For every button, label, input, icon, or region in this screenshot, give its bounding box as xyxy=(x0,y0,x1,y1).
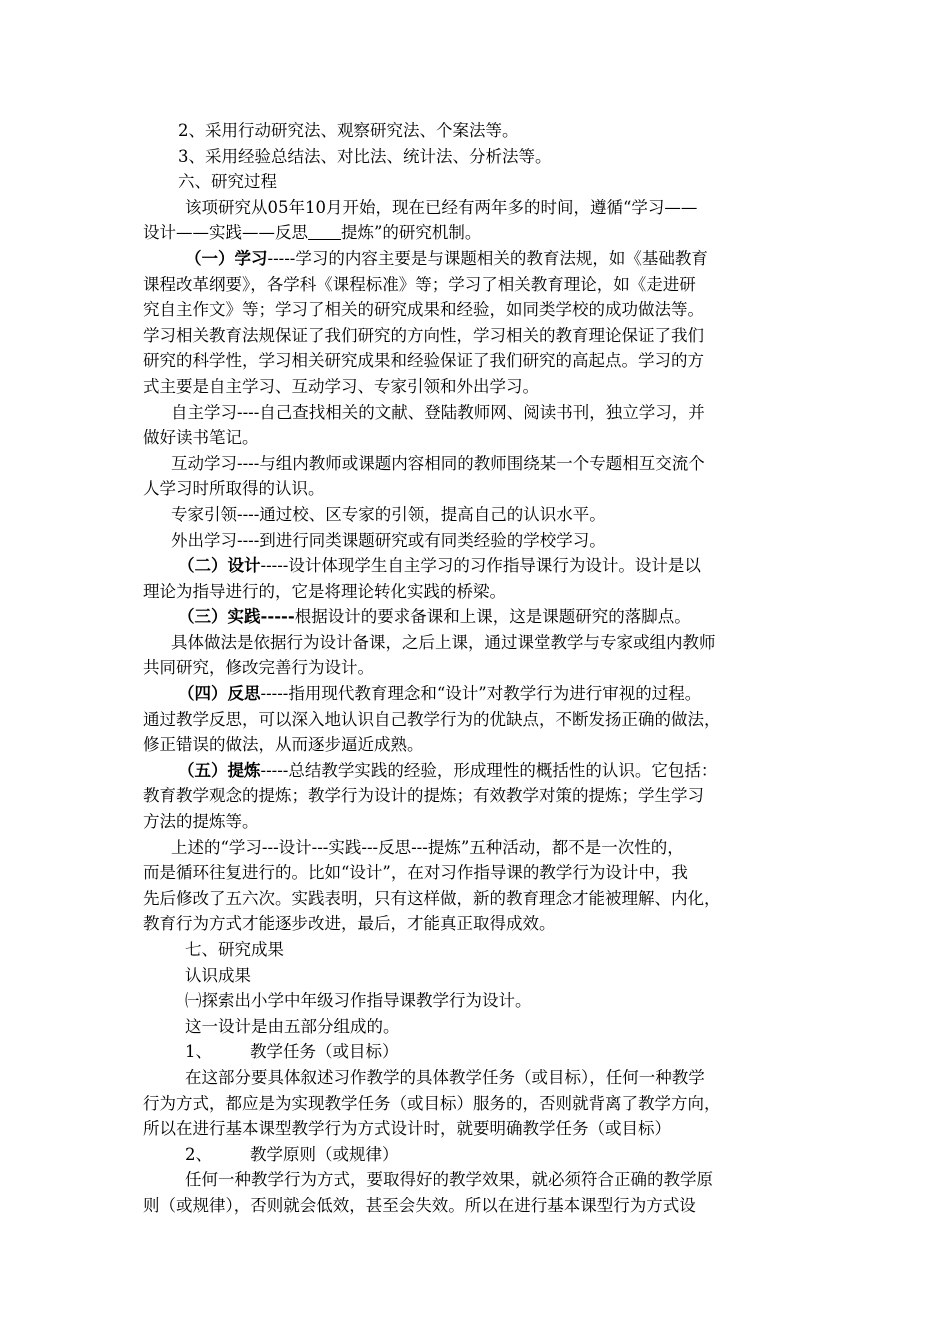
paragraph-line: 共同研究，修改完善行为设计。 xyxy=(143,658,374,678)
paragraph-line: 教育教学观念的提炼；教学行为设计的提炼；有效教学对策的提炼；学生学习 xyxy=(143,786,704,806)
paragraph-line: 人学习时所取得的认识。 xyxy=(143,479,325,499)
paragraph-line: 修正错误的做法，从而逐步逼近成熟。 xyxy=(143,735,424,755)
subheading-design: （二）设计 xyxy=(178,556,261,576)
paragraph-line: （五）提炼-----总结教学实践的经验，形成理性的概括性的认识。它包括： xyxy=(178,760,718,780)
paragraph-line: 做好读书笔记。 xyxy=(143,428,259,448)
paragraph-line: 设计——实践——反思 提炼”的研究机制。 xyxy=(143,223,482,243)
paragraph-line: 上述的“学习---设计---实践---反思---提炼”五种活动，都不是一次性的， xyxy=(171,837,684,857)
subheading-study: （一）学习 xyxy=(185,248,268,268)
document-page xyxy=(143,118,813,1219)
paragraph-line: 究自主作文》等；学习了相关的研究成果和经验，如同类学校的成功做法等。 xyxy=(143,300,704,320)
underline-blank xyxy=(308,223,341,242)
paragraph-line: 式主要是自主学习、互动学习、专家引领和外出学习。 xyxy=(143,376,539,396)
subheading-reflect: （四）反思 xyxy=(178,684,261,704)
paragraph-line: 课程改革纲要》，各学科《课程标准》等；学习了相关教育理论，如《走进研 xyxy=(143,274,696,294)
paragraph-line: ㈠探索出小学中年级习作指导课教学行为设计。 xyxy=(185,991,532,1011)
paragraph-line: 该项研究从05年10月开始，现在已经有两年多的时间，遵循“学习—— xyxy=(185,197,698,217)
paragraph-line: 这一设计是由五部分组成的。 xyxy=(185,1016,400,1036)
paragraph-line: 教育行为方式才能逐步改进，最后，才能真正取得成效。 xyxy=(143,914,556,934)
paragraph-line: 方法的提炼等。 xyxy=(143,812,259,832)
paragraph-line: （二）设计-----设计体现学生自主学习的习作指导课行为设计。设计是以 xyxy=(178,556,701,576)
subheading-refine: （五）提炼 xyxy=(178,760,261,780)
paragraph-line: 则（或规律），否则就会低效，甚至会失效。所以在进行基本课型行为方式设 xyxy=(143,1195,696,1215)
paragraph-line: 而是循环往复进行的。比如“设计”，在对习作指导课的教学行为设计中，我 xyxy=(143,863,688,883)
section-heading: 七、研究成果 xyxy=(185,940,284,959)
paragraph-line: 互动学习----与组内教师或课题内容相同的教师围绕某一个专题相互交流个 xyxy=(171,453,705,473)
paragraph-line: 所以在进行基本课型教学行为方式设计时，就要明确教学任务（或目标） xyxy=(143,1119,671,1139)
paragraph-line: 任何一种教学行为方式，要取得好的教学效果，就必须符合正确的教学原 xyxy=(185,1170,713,1190)
paragraph-line: （一）学习-----学习的内容主要是与课题相关的教育法规，如《基础教育 xyxy=(185,248,708,268)
paragraph-line: 3、采用经验总结法、对比法、统计法、分析法等。 xyxy=(178,146,552,166)
paragraph-line: 专家引领----通过校、区专家的引领，提高自己的认识水平。 xyxy=(171,504,606,524)
paragraph-line: 2、采用行动研究法、观察研究法、个案法等。 xyxy=(178,121,519,140)
paragraph-line: 学习相关教育法规保证了我们研究的方向性，学习相关的教育理论保证了我们 xyxy=(143,325,704,345)
paragraph-line: 在这部分要具体叙述习作教学的具体教学任务（或目标），任何一种教学 xyxy=(185,1067,705,1087)
paragraph-line: 具体做法是依据行为设计备课，之后上课，通过课堂教学与专家或组内教师 xyxy=(171,632,716,652)
numbered-heading: 1、 教学任务（或目标） xyxy=(185,1042,399,1062)
paragraph-line: 通过教学反思，可以深入地认识自己教学行为的优缺点，不断发扬正确的做法， xyxy=(143,709,721,729)
paragraph-line: 研究的科学性，学习相关研究成果和经验保证了我们研究的高起点。学习的方 xyxy=(143,351,704,371)
paragraph-line: （四）反思-----指用现代教育理念和“设计”对教学行为进行审视的过程。 xyxy=(178,684,702,704)
section-heading: 六、研究过程 xyxy=(178,172,277,192)
numbered-heading: 2、 教学原则（或规律） xyxy=(185,1144,399,1164)
paragraph-line: 行为方式，都应是为实现教学任务（或目标）服务的，否则就背离了教学方向， xyxy=(143,1093,721,1113)
paragraph-line: 自主学习----自己查找相关的文献、登陆教师网、阅读书刊，独立学习，并 xyxy=(171,402,705,422)
subheading-practice: （三）实践----- xyxy=(178,607,295,627)
paragraph-line: 理论为指导进行的，它是将理论转化实践的桥梁。 xyxy=(143,581,506,601)
paragraph-line: （三）实践-----根据设计的要求备课和上课，这是课题研究的落脚点。 xyxy=(178,607,691,627)
paragraph-line: 外出学习----到进行同类课题研究或有同类经验的学校学习。 xyxy=(171,530,606,550)
paragraph-line: 先后修改了五六次。实践表明，只有这样做，新的教育理念才能被理解、内化， xyxy=(143,888,721,908)
paragraph-line: 认识成果 xyxy=(185,965,251,985)
